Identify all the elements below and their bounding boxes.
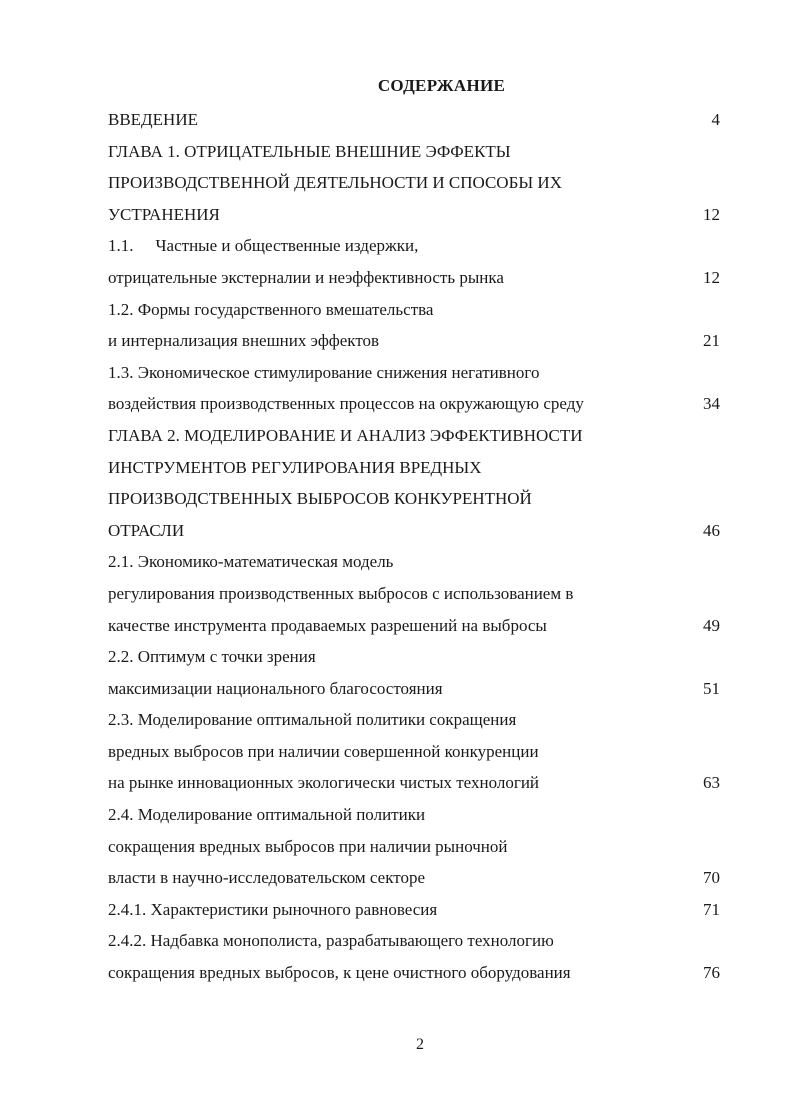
toc-entry-text: сокращения вредных выбросов при наличии рыночной (108, 836, 508, 856)
toc-entry (108, 704, 720, 736)
toc-entry-text: 2.3. Моделирование оптимальной политики сокращения (108, 710, 517, 730)
table-of-contents (108, 104, 720, 989)
toc-entry-text: УСТРАНЕНИЯ (108, 204, 220, 224)
toc-entry (108, 546, 720, 578)
toc-entry (108, 767, 720, 799)
toc-entry-text: ГЛАВА 2. МОДЕЛИРОВАНИЕ И АНАЛИЗ ЭФФЕКТИВНОСТИ (108, 425, 583, 445)
toc-entry-text: ПРОИЗВОДСТВЕННЫХ ВЫБРОСОВ КОНКУРЕНТНОЙ (108, 489, 532, 509)
toc-entry-text: 2.2. Оптимум с точки зрения (108, 647, 316, 667)
toc-entry-text: максимизации национального благосостояния (108, 678, 443, 698)
toc-entry-page: 63 (703, 773, 720, 793)
toc-entry-page: 4 (711, 110, 720, 129)
toc-entry-page: 12 (703, 267, 720, 287)
toc-entry-text: ИНСТРУМЕНТОВ РЕГУЛИРОВАНИЯ ВРЕДНЫХ (108, 457, 482, 477)
toc-entry (108, 136, 720, 168)
toc-entry (108, 483, 720, 515)
toc-entry-text: вредных выбросов при наличии совершенной конкуренции (108, 741, 539, 761)
toc-entry-text: 2.4. Моделирование оптимальной политики (108, 805, 426, 825)
toc-entry-page: 71 (703, 899, 720, 919)
toc-entry (108, 167, 720, 199)
toc-entry-number: 1.1. (108, 236, 134, 256)
toc-entry (108, 894, 720, 926)
toc-entry (108, 736, 720, 768)
toc-entry-text: 1.3. Экономическое стимулирование снижения негативного (108, 362, 540, 382)
toc-entry (108, 388, 720, 420)
toc-entry-page: 49 (703, 615, 720, 635)
toc-entry (108, 357, 720, 389)
toc-entry-text: власти в научно-исследовательском секторе (108, 868, 425, 888)
toc-entry (108, 925, 720, 957)
toc-entry-text: на рынке инновационных экологически чистых технологий (108, 773, 540, 793)
toc-entry (108, 641, 720, 673)
toc-entry-page: 76 (703, 963, 720, 983)
toc-entry (108, 957, 720, 989)
toc-entry (108, 325, 720, 357)
toc-entry-page: 51 (703, 678, 720, 698)
toc-entry-text: и интернализация внешних эффектов (108, 331, 380, 351)
page-title: СОДЕРЖАНИЕ (377, 76, 506, 95)
toc-entry (108, 515, 720, 547)
toc-entry-text: сокращения вредных выбросов, к цене очистного оборудования (108, 963, 571, 983)
toc-entry-page: 21 (703, 331, 720, 351)
toc-entry-text: 2.4.1. Характеристики рыночного равновесия (108, 899, 438, 919)
page-number: 2 (416, 1036, 424, 1053)
toc-entry-page: 46 (703, 520, 720, 540)
toc-entry-text: регулирования производственных выбросов с использованием в (108, 583, 574, 603)
toc-entry (108, 230, 720, 262)
toc-entry-text: ПРОИЗВОДСТВЕННОЙ ДЕЯТЕЛЬНОСТИ И СПОСОБЫ ИХ (108, 173, 562, 193)
toc-entry-text: отрицательные экстерналии и неэффективность рынка (108, 267, 504, 287)
toc-entry (108, 831, 720, 863)
toc-entry (108, 262, 720, 294)
toc-entry-text: ОТРАСЛИ (108, 520, 185, 540)
toc-entry-text: Частные и общественные издержки, (155, 236, 419, 256)
toc-entry-text: 1.2. Формы государственного вмешательства (108, 299, 434, 319)
toc-entry-text: 2.1. Экономико-математическая модель (108, 552, 394, 572)
toc-entry-page: 12 (703, 204, 720, 224)
toc-entry-page: 34 (703, 394, 720, 414)
toc-entry-text: ВВЕДЕНИЕ (108, 110, 198, 129)
toc-entry (108, 799, 720, 831)
toc-entry (108, 104, 720, 136)
toc-entry (108, 673, 720, 705)
toc-entry (108, 294, 720, 326)
toc-entry-page: 70 (703, 868, 720, 888)
toc-entry (108, 610, 720, 642)
toc-entry-text: 2.4.2. Надбавка монополиста, разрабатывающего технологию (108, 931, 554, 951)
toc-entry (108, 420, 720, 452)
toc-entry-text: качестве инструмента продаваемых разрешений на выбросы (108, 615, 547, 635)
toc-entry (108, 199, 720, 231)
toc-entry (108, 578, 720, 610)
toc-entry (108, 862, 720, 894)
toc-entry-text: ГЛАВА 1. ОТРИЦАТЕЛЬНЫЕ ВНЕШНИЕ ЭФФЕКТЫ (108, 141, 511, 161)
toc-entry-text: воздействия производственных процессов на окружающую среду (108, 394, 584, 414)
toc-entry (108, 452, 720, 484)
